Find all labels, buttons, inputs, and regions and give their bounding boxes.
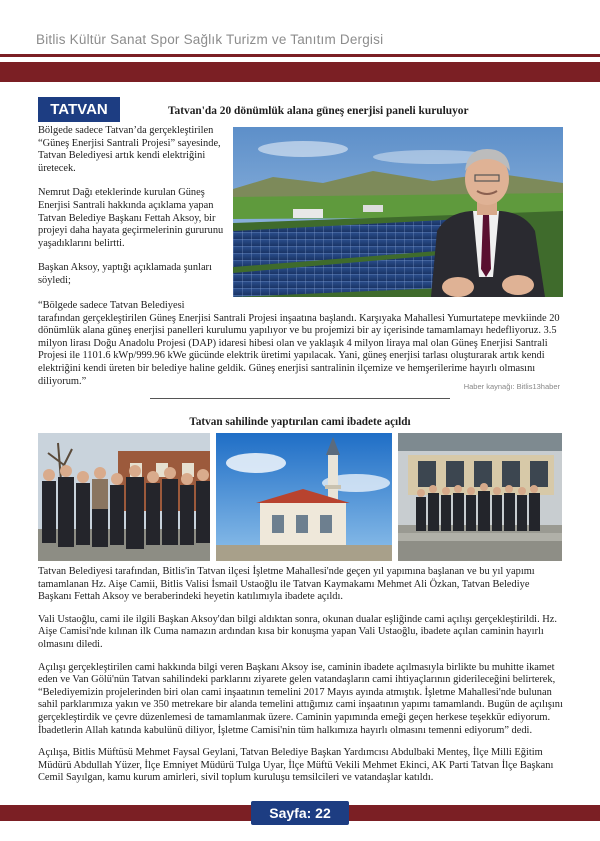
article1-quote-line: “Bölgede sadece Tatvan Belediyesi	[38, 300, 185, 311]
page-number: Sayfa: 22	[251, 801, 349, 825]
article1-paragraph: Başkan Aksoy, yaptığı açıklamada şunları söyledi;	[38, 262, 212, 286]
article2-paragraph: Tatvan Belediyesi tarafından, Bitlis'in Tatvan ilçesi İşletme Mahallesi'nde geçen yıl yapımına başlanan ve bu yıl yapımı tamamlanan Hz. Aişe Camii, Bitlis Valisi İsmail Ustaoğlu ile Tatvan Kaymakamı Mehmet Ali Özkan, Tatvan Belediye Başkanı Fettah Aksoy ve beraberindeki heyetin katılımıyla ibadete açıldı.	[38, 566, 535, 603]
article-divider	[150, 398, 450, 399]
solar-plant-mayor-photo	[233, 127, 563, 297]
article1-headline: Tatvan'da 20 dönümlük alana güneş enerjisi paneli kuruluyor	[168, 105, 469, 117]
magazine-title: Bitlis Kültür Sanat Spor Sağlık Turizm ve Tanıtım Dergisi	[36, 32, 384, 47]
article1-paragraph: Nemrut Dağı eteklerinde kurulan Güneş Enerjisi Santrali hakkında açıklama yapan Tatvan Belediye Başkanı Fettah Aksoy, bir projeyi daha hayata geçirmelerinin gururunu yaşadıklarını belirtti.	[38, 187, 224, 249]
officials-group-photo	[398, 433, 562, 561]
article2-paragraph: Açılışı gerçekleştirilen cami hakkında bilgi veren Başkanı Aksoy ise, caminin ibadete açılmasıyla birlikte bu muhitte ikamet eden ve Van Gölü'nün Tatvan sahilindeki parklarını ziyarete gelen vatandaşların cami ihtiyaçlarının giderileceğini belirterek, “Belediyemizin projelerinden biri olan cami inşaatının temelini 2017 Mayıs ayında atmıştık. İşletme Mahallesi'nde bulunan sahil parklarımıza yakın ve 350 metrekare bir alanda temelini attığımız cami inşaatının yapımı tamamlandı. Bugün de açılışını gerçekleştirdik ve çevre düzenlemesi de tamamlanmak üzere. Caminin yapımında emeği geçen herkese teşekkür ediyorum. İbadetlerin Allah katında kabulünü diliyor, İşletme Camisi'nin tüm halkımıza hayırlı olmasını temenni ediyorum” dedi.	[38, 661, 563, 736]
header-rule-thin	[0, 54, 600, 57]
opening-crowd-photo	[38, 433, 210, 561]
article1-paragraph: Bölgede sadece Tatvan’da gerçekleştirilen “Güneş Enerjisi Santrali Projesi” sayesinde, Tatvan Belediyesi artık kendi elektriğini üretecek.	[38, 125, 221, 174]
article2-paragraph: Açılışa, Bitlis Müftüsü Mehmet Faysal Geylani, Tatvan Belediye Başkan Yardımcısı Abdulbaki Menteş, İlçe Milli Eğitim Müdürü Abdullah Yüzer, İlçe Emniyet Müdürü Tulga Uyar, İlçe Müftü Vekili Mehmet Ekinci, AK Parti Tatvan İlçe Başkanı Cemil Sayılgan, kamu kurum amirleri, sivil toplum kuruluşu temsilcileri ve vatandaşlar katıldı.	[38, 747, 554, 784]
article2-body	[38, 566, 564, 795]
article2-headline: Tatvan sahilinde yaptırılan cami ibadete açıldı	[189, 416, 411, 428]
article2-paragraph: Vali Ustaoğlu, cami ile ilgili Başkan Aksoy'dan bilgi aldıktan sonra, okunan dualar eşliğinde cami açılışı gerçekleştirildi. Hz. Aişe Camisi'nde kılınan ilk Cuma namazın ardından kısa bir konuşma yapan Vali Ustaoğlu, ibadete açılan caminin hayırlı olmasını diledi.	[38, 613, 557, 650]
news-source: Haber kaynağı: Bitlis13haber	[463, 382, 560, 391]
article1-quote	[38, 300, 564, 388]
article1-quote-body: tarafından gerçekleştirilen Güneş Enerjisi Santrali Projesi inşaatına başlandı. Karşıyaka Mahallesi Yumurtatepe mevkiinde 20 dönümlük alana güneş enerjisi panelleri kurulumu yapılıyor ve bu projemizi bir ay içerisinde tamamlamayı hedefliyoruz. 3.5 milyon lirası Doğu Anadolu Projesi (DAP) idaresi hibesi olan ve yaklaşık 4 milyon liraya mal olan Güneş Enerjisi Santrali Projesi ile 1101.6 kWp/999.96 kWe gücünde elektrik üretimi yapılacak. Yani, güneş enerjisi tarlası oluşturarak artık kendi elektriğini kendi üreten bir belediye haline geldik. Güneş enerjisi santralinin ilçemize ve hemşerilerime hayırlı olmasını diliyorum.”	[38, 312, 560, 387]
mosque-photo	[216, 433, 392, 561]
article1-intro-column	[38, 125, 228, 300]
header-rule-thick	[0, 62, 600, 82]
section-tag: TATVAN	[38, 97, 120, 122]
